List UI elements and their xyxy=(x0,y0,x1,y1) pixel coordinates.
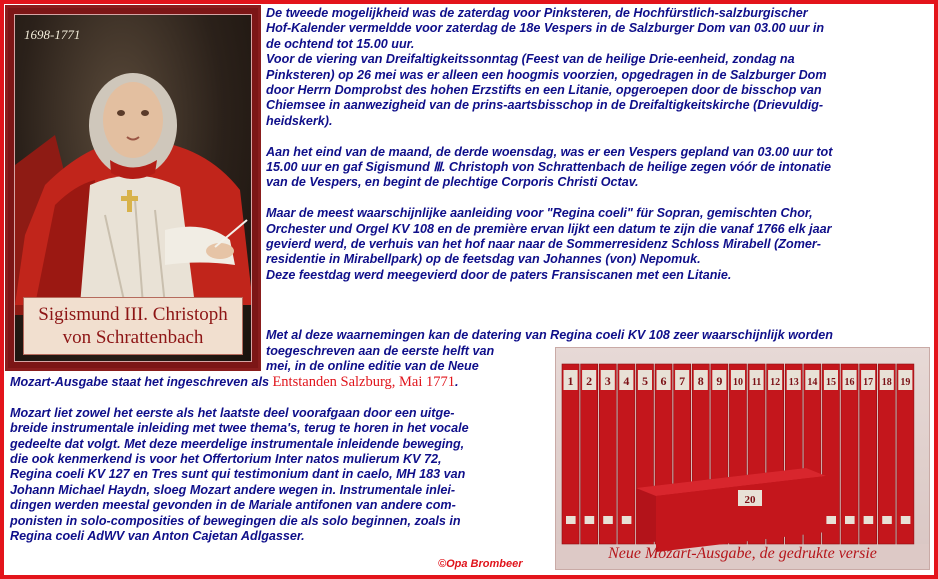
text-line: ponisten in solo-composities of bewegingen die als solo beginnen, zoals in xyxy=(10,513,461,528)
text-line: Orchester und Orgel KV 108 en de première ervan lijkt een datum te zijn die vanaf 1766 elk jaar xyxy=(266,221,832,236)
book-volume-number: 6 xyxy=(660,374,667,388)
book-volume-number: 5 xyxy=(641,374,648,388)
book-volume-number: 9 xyxy=(716,374,723,388)
portrait-caption xyxy=(23,297,243,355)
text-line: 15.00 uur en gaf Sigismund Ⅲ. Christoph von Schrattenbach de heilige zegen vóór de intonatie xyxy=(266,160,831,175)
book-volume-number: 3 xyxy=(604,374,611,388)
paragraph-gap xyxy=(10,390,550,405)
book-volume-number: 19 xyxy=(900,377,911,388)
book-volume-number: 10 xyxy=(732,377,743,388)
text-line: Regina coeli AdWV van Anton Cajetan Adlgasser. xyxy=(10,529,305,544)
text-line: Deze feestdag werd meegevierd door de paters Fransiscanen met een Litanie. xyxy=(266,267,732,282)
books-photo xyxy=(555,347,930,570)
text-line: van de Vespers, en begint de plechtige Corporis Christi Octav. xyxy=(266,175,639,190)
book-spine xyxy=(841,364,858,544)
text-line: die ook kenmerkend is voor het Offertorium Inter natos mulierum KV 72, xyxy=(10,452,442,467)
front-volume-number: 20 xyxy=(744,494,756,506)
ausgabe-line xyxy=(10,375,550,390)
book-spine xyxy=(599,364,616,544)
ausgabe-prefix: Mozart-Ausgabe staat het ingeschreven als xyxy=(10,375,273,389)
book-volume-number: 16 xyxy=(844,377,855,388)
text-line: breide instrumentale inleiding met twee thema's, terug te horen in het vocale xyxy=(10,421,469,436)
text-line: Aan het eind van de maand, de derde woensdag, was er een Vespers gepland van 03.00 uur tot xyxy=(266,144,833,159)
portrait-years: 1698-1771 xyxy=(24,27,81,42)
text-line: dingen werden meestal gevonden in de Mariale antifonen van andere com- xyxy=(10,498,456,513)
text-line: heidskerk). xyxy=(266,113,333,128)
text-line: residentie in Mirabellpark) op de feetsdag van Johannes (von) Nepomuk. xyxy=(266,252,701,267)
book-volume-number: 7 xyxy=(679,374,686,388)
paragraph-gap xyxy=(266,129,930,144)
book-spine xyxy=(878,364,895,544)
ausgabe-suffix: . xyxy=(455,375,459,389)
text-line: Johann Michael Haydn, sloeg Mozart andere wegen in. Instrumentale inlei- xyxy=(10,482,456,497)
text-block-top xyxy=(266,6,930,283)
book-volume-number: 4 xyxy=(623,374,630,388)
portrait-caption-line2: von Schrattenbach xyxy=(62,327,204,348)
book-volume-number: 11 xyxy=(751,377,762,388)
copyright-credit: ©Opa Brombeer xyxy=(438,558,523,570)
book-volume-number: 14 xyxy=(807,377,818,388)
book-volume-number: 18 xyxy=(881,377,892,388)
portrait-painting xyxy=(14,14,252,362)
text-line: de ochtend tot 15.00 uur. xyxy=(266,36,415,51)
text-line: toegeschreven aan de eerste helft van xyxy=(266,344,495,358)
ausgabe-highlight: Entstanden Salzburg, Mai 1771 xyxy=(272,374,456,390)
text-line: Hof-Kalender vermeldde voor zaterdag de 18e Vespers in de Salzburger Dom van 03.00 uur in xyxy=(266,21,825,36)
book-volume-number: 2 xyxy=(586,374,593,388)
text-block-bottom xyxy=(10,375,550,544)
book-spine xyxy=(618,364,635,544)
text-line: De tweede mogelijkheid was de zaterdag voor Pinksteren, de Hochfürstlich-salzburgischer xyxy=(266,6,808,20)
book-spine xyxy=(860,364,877,544)
text-line: door Herrn Domprobst des hohen Erzstifts en een Litanie, opgeroepen door de bisschop van xyxy=(266,83,822,98)
text-block-mid-narrow xyxy=(266,344,546,375)
portrait-card xyxy=(5,5,261,371)
text-line: Maar de meest waarschijnlijke aanleiding voor "Regina coeli" für Sopran, gemischten Chor, xyxy=(266,206,813,221)
text-line: mei, in de online editie van de Neue xyxy=(266,359,479,374)
text-line: Met al deze waarnemingen kan de datering van Regina coeli KV 108 zeer waarschijnlijk worden xyxy=(266,328,833,342)
book-volume-number: 12 xyxy=(770,377,781,388)
text-line: Pinksteren) op 26 mei was er alleen een hoogmis voorzien, opgedragen in de Salzburger Dom xyxy=(266,67,827,82)
portrait-caption-line1: Sigismund III. Christoph xyxy=(38,304,228,325)
book-volume-number: 13 xyxy=(788,377,799,388)
text-line: gedeelte dat volgt. Met deze meerdelige instrumentale inleidende beweging, xyxy=(10,436,465,451)
paragraph-gap xyxy=(266,191,930,206)
book-spine xyxy=(897,364,914,544)
book-spine xyxy=(562,364,579,544)
book-volumes-image xyxy=(556,348,930,570)
text-line: Regina coeli KV 127 en Tres sunt qui testimonium dant in caelo, MH 183 van xyxy=(10,467,466,482)
text-block-mid xyxy=(266,328,930,343)
text-line: Mozart liet zowel het eerste als het laatste deel voorafgaan door een uitge- xyxy=(10,405,455,420)
book-volume-number: 8 xyxy=(697,374,704,388)
book-volume-number: 1 xyxy=(567,374,574,388)
book-spine xyxy=(581,364,598,544)
text-line: gevierd werd, de verhuis van het hof naar naar de Sommerresidenz Schloss Mirabell (Zomer- xyxy=(266,237,821,252)
book-volume-number: 17 xyxy=(863,377,874,388)
books-caption: Neue Mozart-Ausgabe, de gedrukte versie xyxy=(608,545,877,562)
text-line: Chiemsee in aanwezigheid van de prins-aartsbisschop in de Dreifaltigkeitskirche (Drievuldig- xyxy=(266,98,824,113)
text-line: Voor de viering van Dreifaltigkeitssonntag (Feest van de heilige Drie-eenheid, zondag na xyxy=(266,52,795,67)
book-volume-number: 15 xyxy=(825,377,836,388)
